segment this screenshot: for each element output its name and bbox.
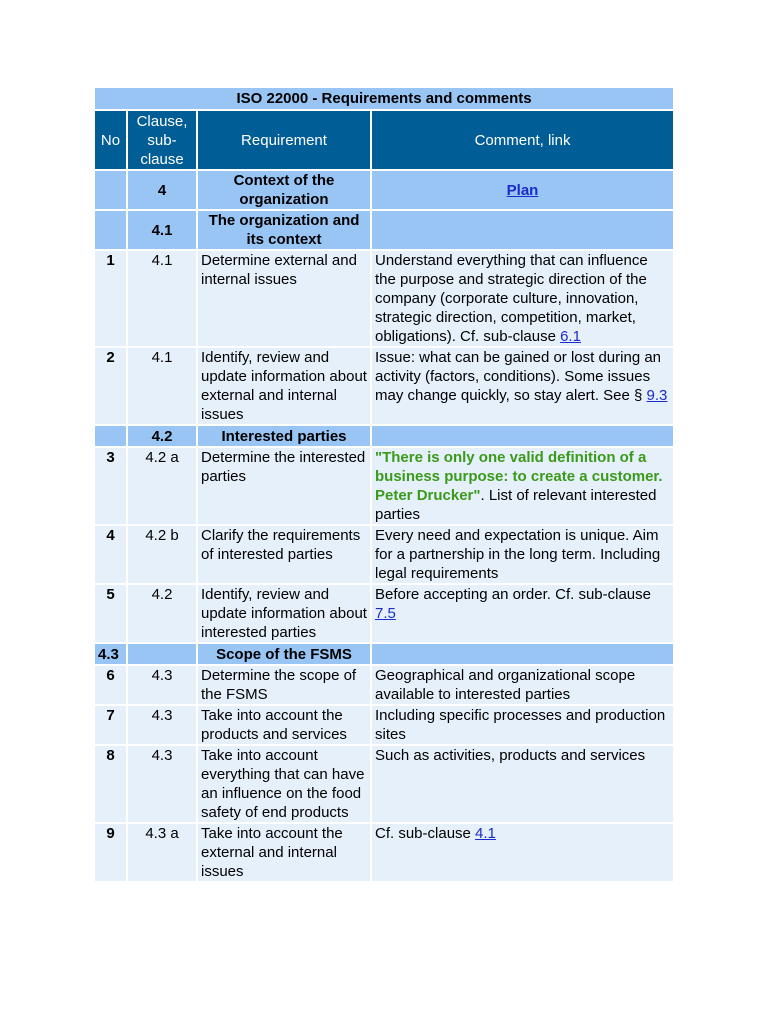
row-requirement: Determine the interested parties <box>198 448 372 526</box>
row-no: 8 <box>95 746 128 824</box>
section-row <box>95 171 673 211</box>
row-no: 7 <box>95 706 128 746</box>
table-row <box>95 526 673 585</box>
header-requirement: Requirement <box>198 111 372 171</box>
row-comment: Every need and expectation is unique. Aim for a partnership in the long term. Including legal requirements <box>372 526 673 585</box>
section-row <box>95 426 673 448</box>
section-title: Interested parties <box>198 426 372 448</box>
section-comment <box>372 211 673 251</box>
table-row <box>95 824 673 883</box>
row-clause: 4.3 <box>128 706 198 746</box>
row-no: 9 <box>95 824 128 883</box>
section-no <box>95 171 128 211</box>
clause-link[interactable]: 9.3 <box>646 387 668 404</box>
row-clause: 4.2 b <box>128 526 198 585</box>
clause-link[interactable]: 7.5 <box>375 605 396 622</box>
section-clause: 4 <box>128 171 198 211</box>
row-requirement: Take into account the products and services <box>198 706 372 746</box>
row-requirement: Determine external and internal issues <box>198 251 372 348</box>
row-clause: 4.3 <box>128 746 198 824</box>
row-requirement: Take into account everything that can have an influence on the food safety of end products <box>198 746 372 824</box>
row-requirement: Determine the scope of the FSMS <box>198 666 372 706</box>
clause-link[interactable]: 4.1 <box>475 825 496 842</box>
section-no <box>95 211 128 251</box>
table-row <box>95 348 673 426</box>
row-clause: 4.1 <box>128 251 198 348</box>
plan-link[interactable]: Plan <box>506 181 539 199</box>
section-no: 4.3 <box>95 644 128 666</box>
row-comment <box>372 824 673 883</box>
section-title: Scope of the FSMS <box>198 644 372 666</box>
table-row <box>95 746 673 824</box>
row-clause: 4.3 a <box>128 824 198 883</box>
section-clause: 4.1 <box>128 211 198 251</box>
row-clause: 4.2 <box>128 585 198 644</box>
table-row <box>95 666 673 706</box>
section-comment <box>372 644 673 666</box>
section-row <box>95 644 673 666</box>
comment-text: . List of relevant interested parties <box>375 487 657 523</box>
comment-text: Before accepting an order. Cf. sub-clause <box>375 586 651 603</box>
comment-text: Issue: what can be gained or lost during an activity (factors, conditions). Some issues may change quickly, so stay alert. See § <box>375 349 662 404</box>
row-requirement: Identify, review and update information about interested parties <box>198 585 372 644</box>
row-comment: Including specific processes and production sites <box>372 706 673 746</box>
section-clause: 4.2 <box>128 426 198 448</box>
row-comment <box>372 348 673 426</box>
comment-text: Understand everything that can influence the purpose and strategic direction of the company (corporate culture, innovation, strategic direction, competition, market, obligations). Cf. sub-clause <box>375 252 648 345</box>
row-comment: Geographical and organizational scope available to interested parties <box>372 666 673 706</box>
section-link-cell <box>372 171 673 211</box>
row-no: 2 <box>95 348 128 426</box>
table-header-row <box>95 111 673 171</box>
row-clause: 4.1 <box>128 348 198 426</box>
section-comment <box>372 426 673 448</box>
table-row <box>95 585 673 644</box>
section-row <box>95 211 673 251</box>
section-title: The organization and its context <box>198 211 372 251</box>
row-comment <box>372 251 673 348</box>
row-comment: Such as activities, products and services <box>372 746 673 824</box>
comment-text: Cf. sub-clause <box>375 825 476 842</box>
row-requirement: Identify, review and update information about external and internal issues <box>198 348 372 426</box>
row-clause: 4.2 a <box>128 448 198 526</box>
table-row <box>95 448 673 526</box>
row-no: 5 <box>95 585 128 644</box>
row-comment <box>372 585 673 644</box>
row-no: 6 <box>95 666 128 706</box>
table-title-row <box>95 88 673 111</box>
section-no <box>95 426 128 448</box>
drucker-quote: "There is only one valid definition of a business purpose: to create a customer. Peter Drucker" <box>375 449 663 504</box>
row-no: 3 <box>95 448 128 526</box>
section-clause <box>128 644 198 666</box>
table-row <box>95 706 673 746</box>
row-comment <box>372 448 673 526</box>
row-requirement: Take into account the external and internal issues <box>198 824 372 883</box>
header-clause: Clause, sub-clause <box>128 111 198 171</box>
header-comment: Comment, link <box>372 111 673 171</box>
header-no: No <box>95 111 128 171</box>
table-title: ISO 22000 - Requirements and comments <box>95 88 673 111</box>
row-clause: 4.3 <box>128 666 198 706</box>
requirements-table <box>95 88 673 883</box>
table-row <box>95 251 673 348</box>
row-requirement: Clarify the requirements of interested parties <box>198 526 372 585</box>
row-no: 4 <box>95 526 128 585</box>
row-no: 1 <box>95 251 128 348</box>
section-title: Context of the organization <box>198 171 372 211</box>
clause-link[interactable]: 6.1 <box>560 328 581 345</box>
